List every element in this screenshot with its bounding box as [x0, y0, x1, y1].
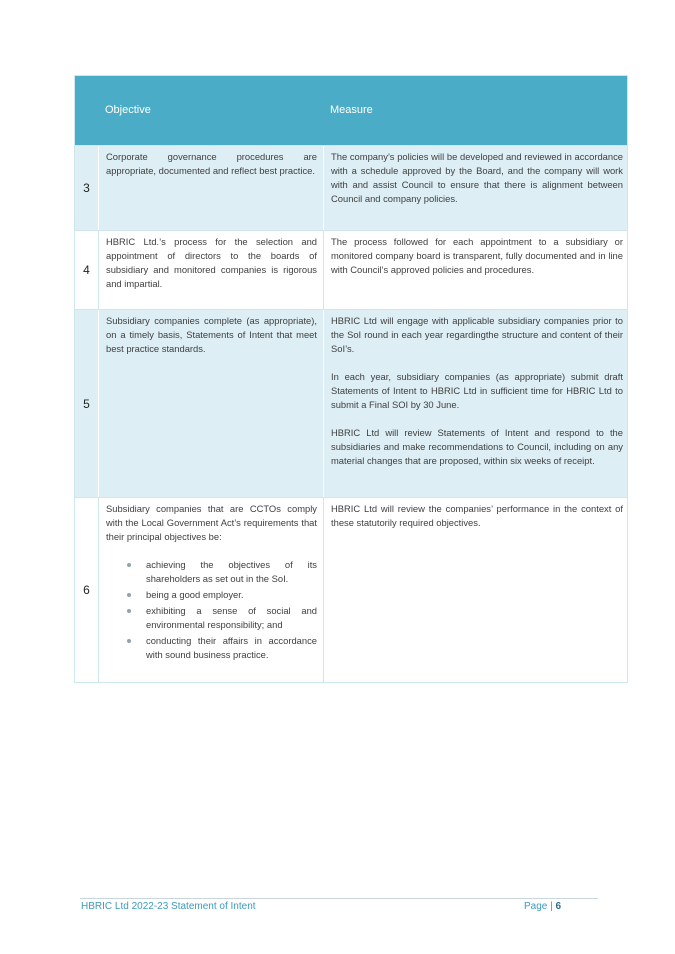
objective-cell: Corporate governance procedures are appropriate, documented and reflect best practice.: [99, 146, 324, 230]
row-number: 3: [75, 146, 99, 230]
table-header-row: [75, 76, 627, 145]
measure-cell: HBRIC Ltd will review the companies’ performance in the context of these statutorily required objectives.: [331, 503, 623, 528]
objective-cell: Subsidiary companies that are CCTOs comply with the Local Government Act’s requirements that their principal objectives be: achieving the objectives of its shareholders as set out in the SoI. being a good employer. exhibiting a sense of social and environmental responsibility; and conducting their affairs in accordance with sound business practice.: [99, 498, 324, 682]
footer-page: [524, 901, 561, 912]
row-number: 6: [75, 498, 99, 682]
table-row-5: [75, 309, 627, 497]
measure-cell: The process followed for each appointment to a subsidiary or monitored company board is transparent, fully documented and in line with Council’s approved policies and procedures.: [331, 236, 623, 275]
page-number: 6: [555, 901, 562, 912]
table-row-4: [75, 230, 627, 309]
objective-bullet-list: [106, 558, 317, 662]
row-number: 5: [75, 310, 99, 497]
measure-cell: HBRIC Ltd will engage with applicable subsidiary companies prior to the SoI round in each year regardingthe structure and content of their SoI’s. In each year, subsidiary companies (as appropriate) submit draft Statements of Intent to HBRIC Ltd in sufficient time for HBRIC Ltd to submit a Final SOI by 30 June. HBRIC Ltd will review Statements of Intent and respond to the subsidiaries and make recommendations to Council, including on any material changes that are proposed, within six weeks of receipt.: [331, 315, 623, 466]
row-number: 4: [75, 231, 99, 309]
table-row-6: [75, 497, 627, 682]
list-item: achieving the objectives of its shareholders as set out in the SoI.: [106, 558, 317, 586]
table-row-3: [75, 145, 627, 230]
list-item: being a good employer.: [106, 588, 317, 602]
header-measure: Measure: [330, 103, 373, 116]
list-item: exhibiting a sense of social and environmental responsibility; and: [106, 604, 317, 632]
footer-divider: [80, 898, 598, 899]
measure-cell: The company’s policies will be developed and reviewed in accordance with a schedule approved by the Board, and the company will work with and assist Council to ensure that there is alignment between Council and company policies.: [331, 151, 623, 204]
objective-cell: Subsidiary companies complete (as appropriate), on a timely basis, Statements of Intent that meet best practice standards.: [99, 310, 324, 497]
objective-cell: HBRIC Ltd.’s process for the selection and appointment of directors to the boards of subsidiary and monitored companies is rigorous and impartial.: [99, 231, 324, 309]
page-label: Page |: [524, 901, 553, 912]
footer-title: HBRIC Ltd 2022-23 Statement of Intent: [81, 901, 256, 912]
header-objective: Objective: [105, 103, 151, 116]
list-item: conducting their affairs in accordance with sound business practice.: [106, 634, 317, 662]
objectives-table: [74, 75, 628, 683]
